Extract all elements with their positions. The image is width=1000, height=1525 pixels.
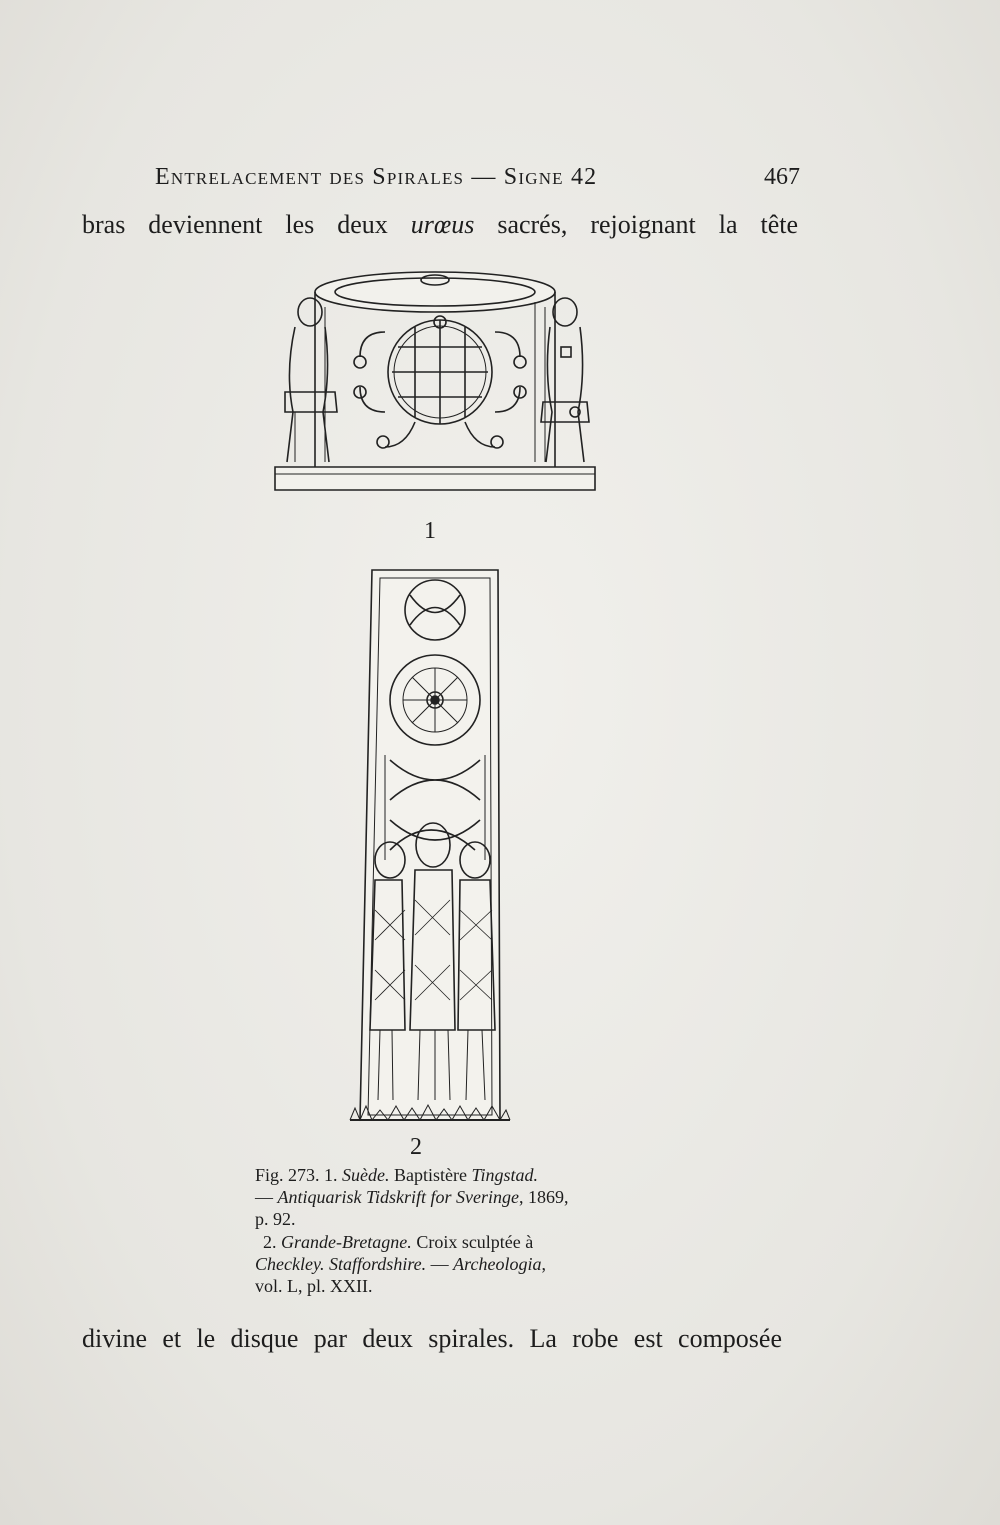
caption-text: p. 92. xyxy=(255,1209,296,1229)
caption-italic: Grande-Bretagne. xyxy=(281,1232,412,1252)
caption-text: 2. xyxy=(263,1232,281,1252)
text-segment: bras deviennent les deux xyxy=(82,210,411,239)
italic-term: urœus xyxy=(410,210,475,239)
figure-1-baptismal-font xyxy=(265,262,605,502)
caption-italic: Staffordshire. xyxy=(328,1254,427,1274)
caption-part-1 xyxy=(255,1164,613,1230)
caption-part-2 xyxy=(255,1231,613,1297)
caption-text: — xyxy=(426,1254,454,1274)
figure-label-2: 2 xyxy=(410,1134,422,1160)
caption-text: , 1869, xyxy=(519,1187,569,1207)
caption-text: Fig. 273. 1. xyxy=(255,1165,343,1185)
body-line-top xyxy=(82,210,798,240)
figure-label-1: 1 xyxy=(424,518,436,544)
caption-text: vol. L, pl. XXII. xyxy=(255,1276,373,1296)
caption-italic: Tingstad. xyxy=(471,1165,539,1185)
figure-2-carved-cross xyxy=(330,560,530,1135)
figure-caption xyxy=(255,1164,613,1297)
caption-text: — xyxy=(255,1187,278,1207)
caption-text: , xyxy=(541,1254,546,1274)
caption-italic: Archeologia xyxy=(453,1254,542,1274)
caption-italic: Suède. xyxy=(342,1165,390,1185)
body-line-bottom: divine et le disque par deux spirales. La robe est composée xyxy=(82,1324,782,1353)
caption-italic: Checkley. xyxy=(255,1254,329,1274)
text-segment: sacrés, rejoignant la tête xyxy=(474,210,799,239)
running-title: Entrelacement des Spirales — Signe 42 xyxy=(155,164,598,190)
caption-text: Baptistère xyxy=(389,1165,472,1185)
caption-italic: Antiquarisk Tidskrift for Sveringe xyxy=(277,1187,519,1207)
page-number: 467 xyxy=(764,164,800,190)
running-header xyxy=(155,164,800,200)
caption-text: Croix sculptée à xyxy=(411,1232,534,1252)
